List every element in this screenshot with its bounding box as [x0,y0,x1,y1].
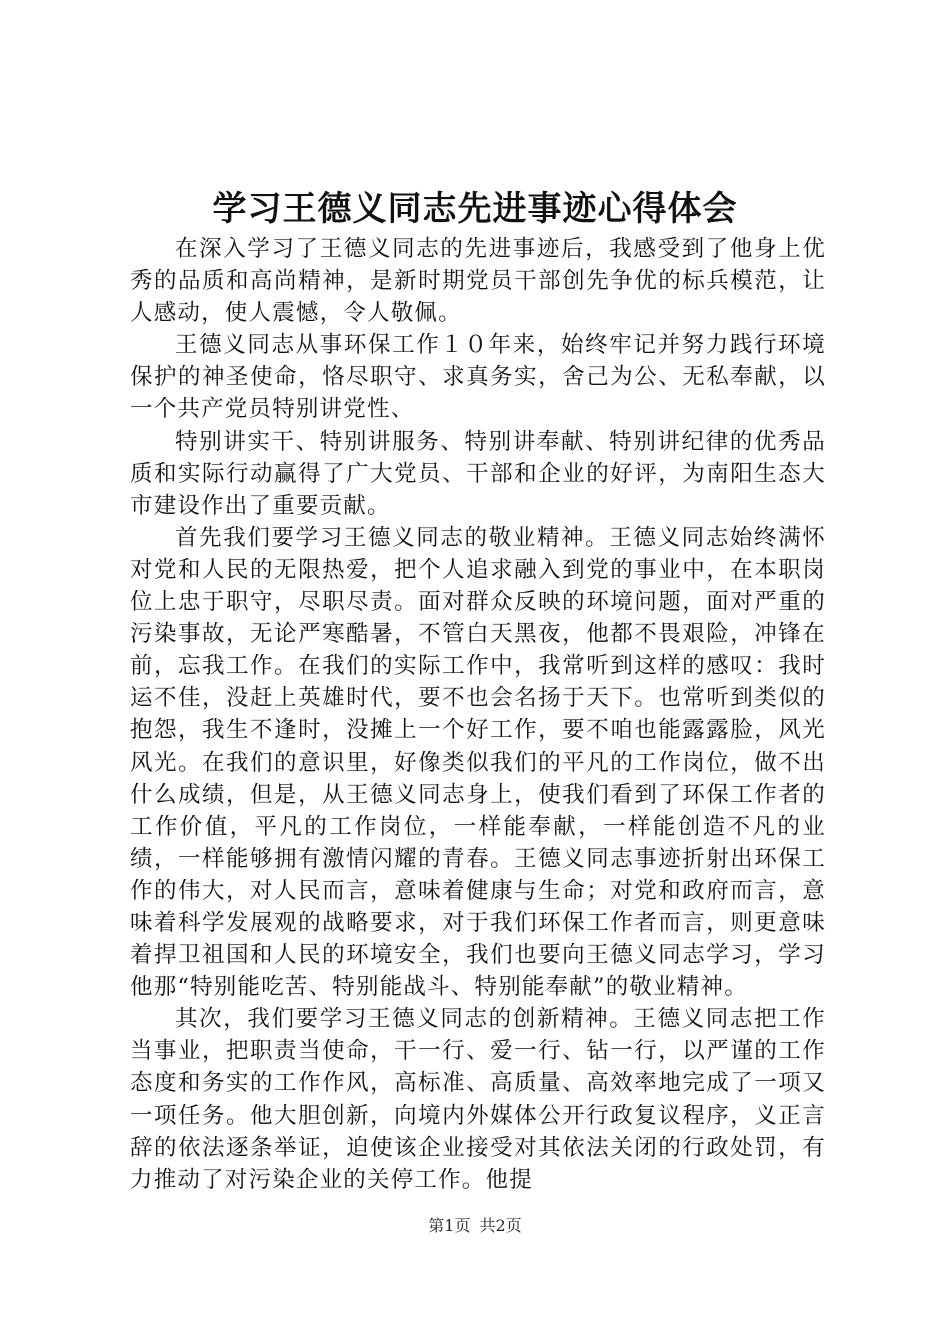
paragraph-2: 王德义同志从事环保工作１０年来，始终牢记并努力践行环境保护的神圣使命，恪尽职守、求真务实，舍己为公、无私奉献，以一个共产党员特别讲党性、 [130,332,826,423]
paragraph-1: 在深入学习了王德义同志的先进事迹后，我感受到了他身上优秀的品质和高尚精神，是新时期党员干部创先争优的标兵模范，让人感动，使人震憾，令人敬佩。 [130,236,826,327]
paragraph-3: 特别讲实干、特别讲服务、特别讲奉献、特别讲纪律的优秀品质和实际行动赢得了广大党员、干部和企业的好评，为南阳生态大市建设作出了重要贡献。 [130,428,826,519]
paragraph-4: 首先我们要学习王德义同志的敬业精神。王德义同志始终满怀对党和人民的无限热爱，把个人追求融入到党的事业中，在本职岗位上忠于职守，尽职尽责。面对群众反映的环境问题，面对严重的污染事故，无论严寒酷暑，不管白天黑夜，他都不畏艰险，冲锋在前，忘我工作。在我们的实际工作中，我常听到这样的感叹：我时运不佳，没赶上英雄时代，要不也会名扬于天下。也常听到类似的抱怨，我生不逢时，没摊上一个好工作，要不咱也能露露脸，风光风光。在我们的意识里，好像类似我们的平凡的工作岗位，做不出什么成绩，但是，从王德义同志身上，使我们看到了环保工作者的工作价值，平凡的工作岗位，一样能奉献，一样能创造不凡的业绩，一样能够拥有激情闪耀的青春。王德义同志事迹折射出环保工作的伟大，对人民而言，意味着健康与生命；对党和政府而言，意味着科学发展观的战略要求，对于我们环保工作者而言，则更意味着捍卫祖国和人民的环境安全，我们也要向王德义同志学习，学习他那“特别能吃苦、特别能战斗、特别能奉献”的敬业精神。 [130,524,826,1001]
document-title: 学习王德义同志先进事迹心得体会 [212,189,738,229]
page-total: 共2页 [479,1216,522,1235]
page-footer [0,1214,950,1238]
document-body [130,233,826,1196]
page-number: 第1页 [428,1216,471,1235]
paragraph-5: 其次，我们要学习王德义同志的创新精神。王德义同志把工作当事业，把职责当使命，干一行、爱一行、钻一行，以严谨的工作态度和务实的工作作风，高标准、高质量、高效率地完成了一项又一项任务。他大胆创新，向境内外媒体公开行政复议程序，义正言辞的依法逐条举证，迫使该企业接受对其依法关闭的行政处罚，有力推动了对污染企业的关停工作。他提 [130,1006,826,1193]
